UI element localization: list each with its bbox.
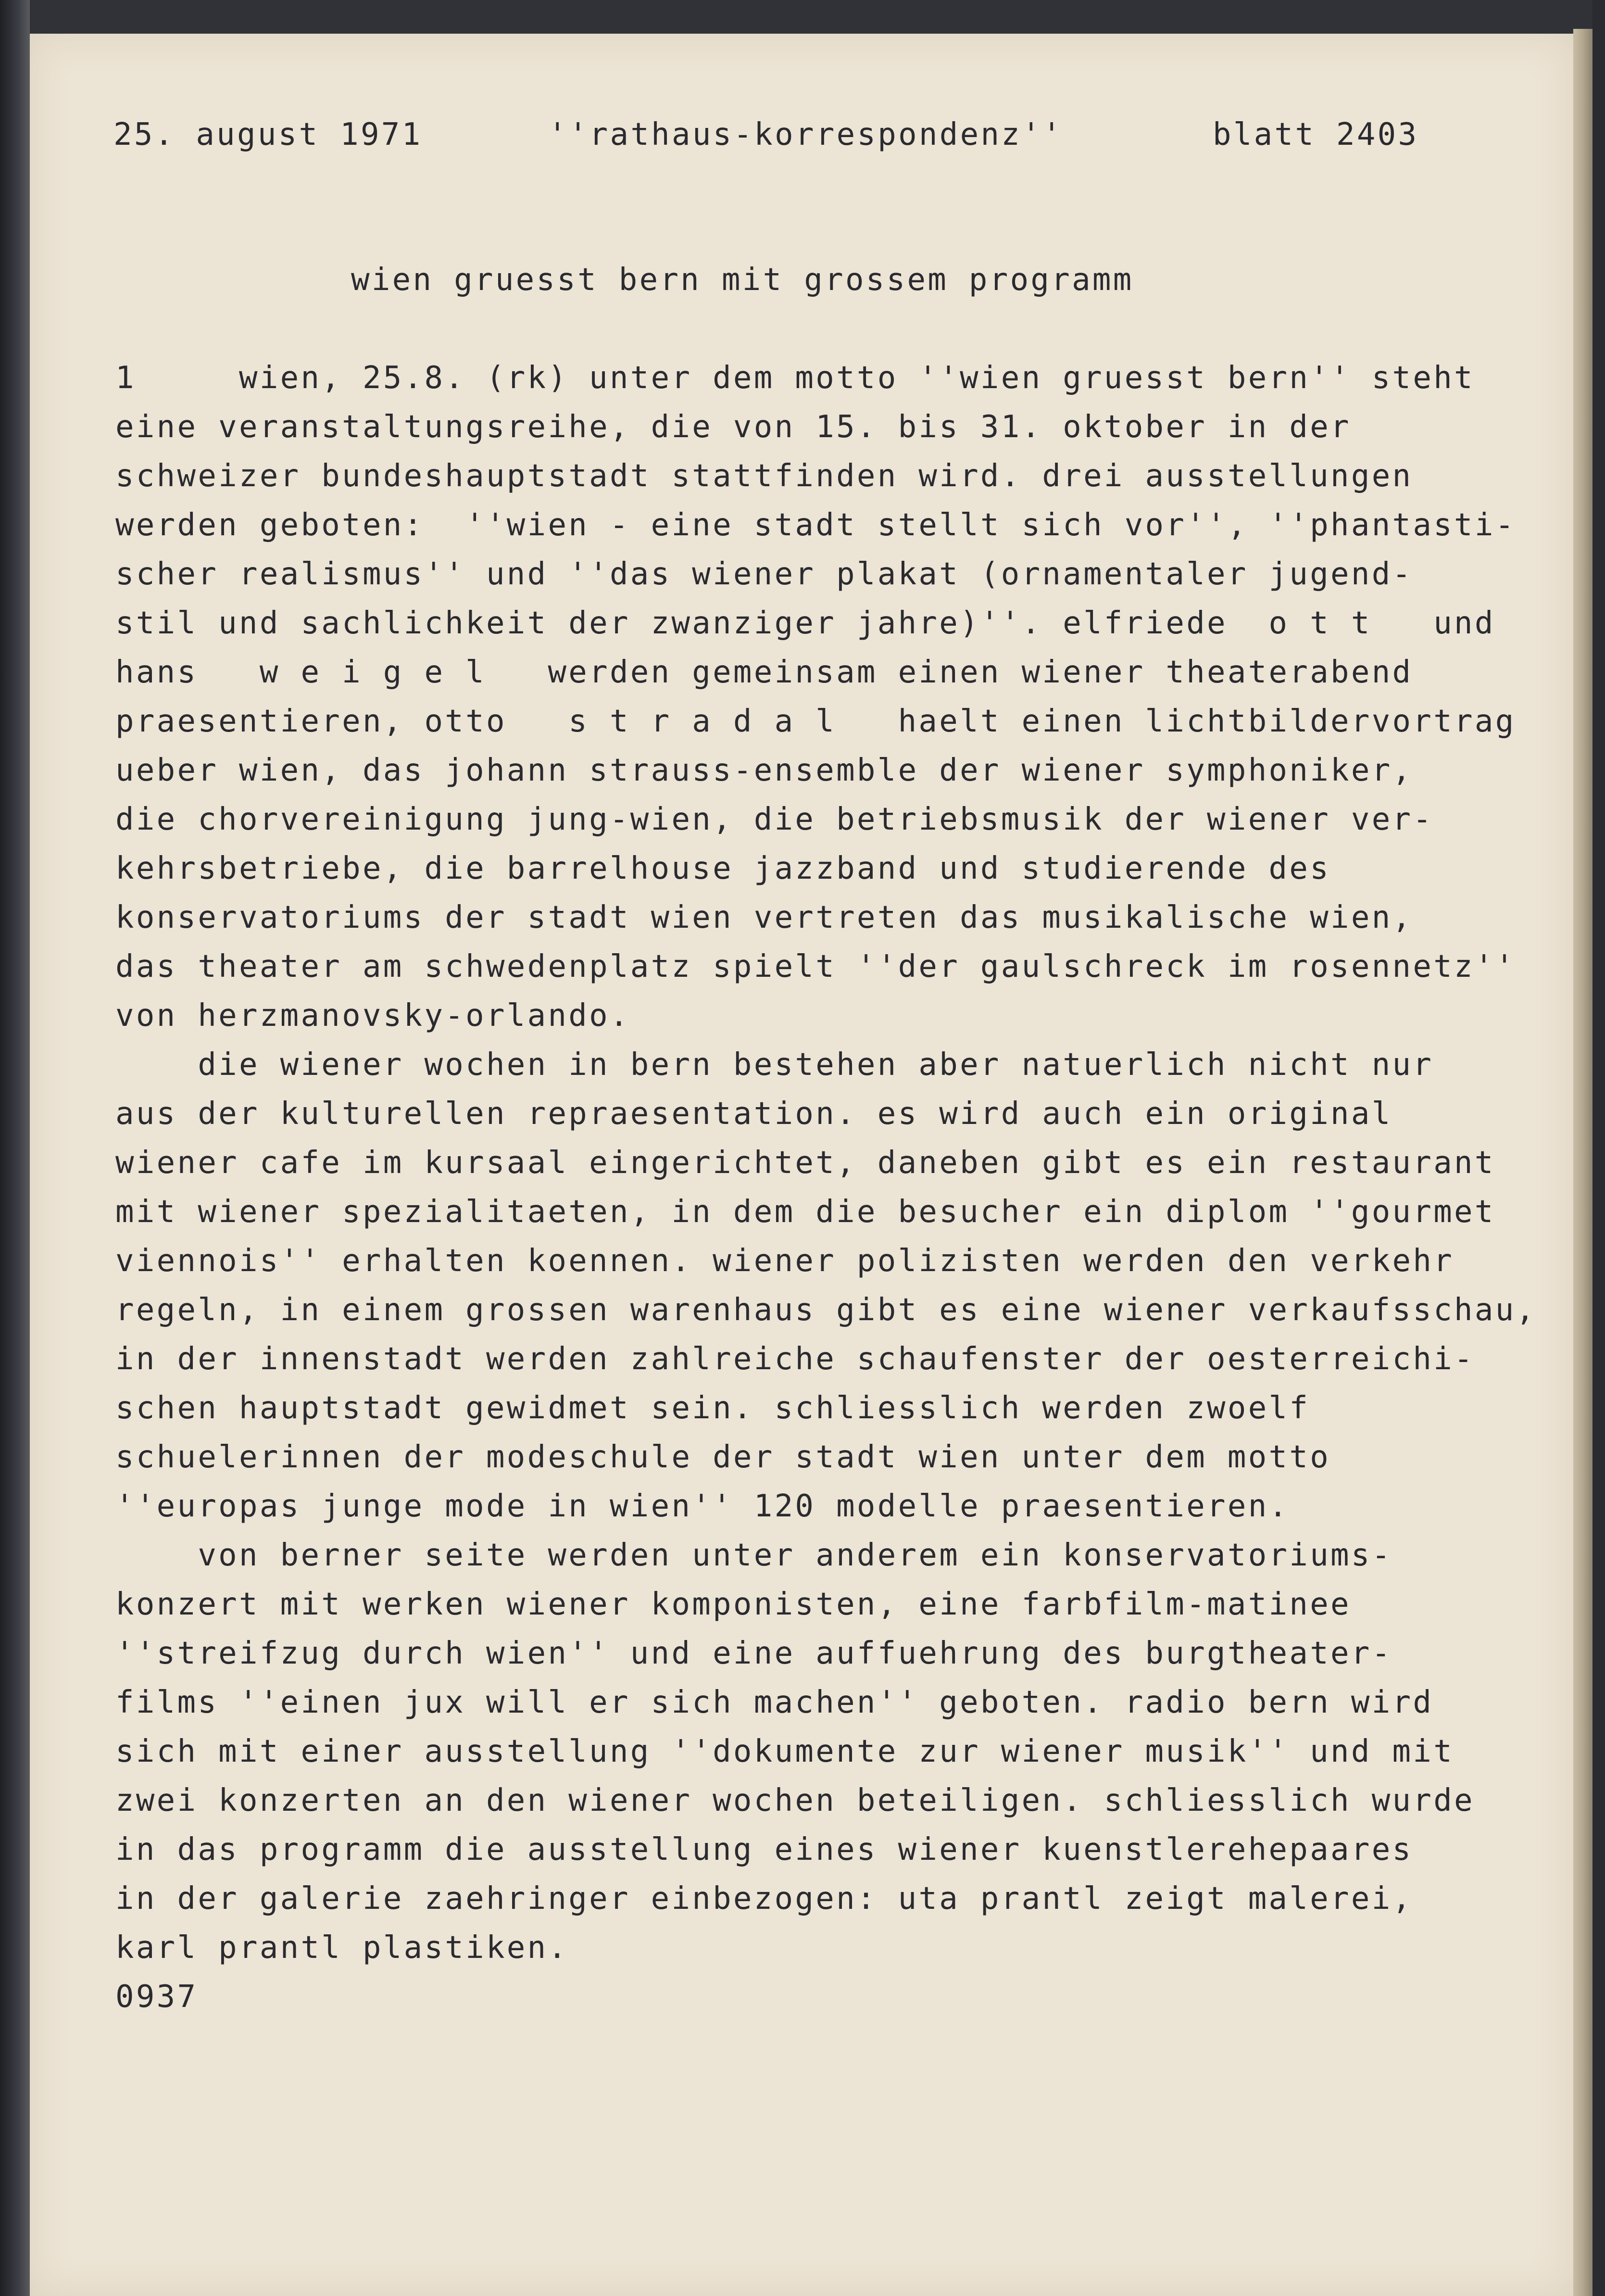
book-binding-edge [0, 0, 30, 2296]
body-line: stil und sachlichkeit der zwanziger jahre)''. elfriede o t t und [115, 606, 1495, 641]
body-line: die chorvereinigung jung-wien, die betriebsmusik der wiener ver- [115, 802, 1434, 837]
body-line: zwei konzerten an den wiener wochen beteiligen. schliesslich wurde [115, 1783, 1475, 1818]
body-line: regeln, in einem grossen warenhaus gibt es eine wiener verkaufsschau, [115, 1292, 1537, 1328]
scan-right-border [1592, 0, 1605, 2296]
body-line: in das programm die ausstellung eines wiener kuenstlerehepaares [115, 1832, 1413, 1867]
body-line: in der innenstadt werden zahlreiche schaufenster der oesterreichi- [115, 1341, 1475, 1377]
headline: wien gruesst bern mit grossem programm [351, 262, 1134, 298]
body-line: schen hauptstadt gewidmet sein. schliesslich werden zwoelf [115, 1390, 1310, 1426]
body-line: schweizer bundeshauptstadt stattfinden wird. drei ausstellungen [115, 458, 1413, 494]
page-stack-edge [1573, 29, 1592, 2296]
body-line: sich mit einer ausstellung ''dokumente zur wiener musik'' und mit [115, 1734, 1455, 1769]
header-publication: ''rathaus-korrespondenz'' [548, 117, 1063, 152]
body-line: kehrsbetriebe, die barrelhouse jazzband und studierende des [115, 851, 1331, 886]
body-line: in der galerie zaehringer einbezogen: uta prantl zeigt malerei, [115, 1881, 1413, 1917]
body-line: 1 wien, 25.8. (rk) unter dem motto ''wien gruesst bern'' steht [115, 360, 1475, 396]
body-line: die wiener wochen in bern bestehen aber natuerlich nicht nur [115, 1047, 1434, 1083]
body-line: von berner seite werden unter anderem ein konservatoriums- [115, 1538, 1392, 1573]
header-date: 25. august 1971 [113, 117, 423, 152]
body-line: ueber wien, das johann strauss-ensemble der wiener symphoniker, [115, 753, 1413, 788]
body-line: von herzmanovsky-orlando. [115, 998, 630, 1034]
body-line: hans w e i g e l werden gemeinsam einen wiener theaterabend [115, 655, 1413, 690]
body-line: ''streifzug durch wien'' und eine auffuehrung des burgtheater- [115, 1636, 1392, 1671]
body-line: konzert mit werken wiener komponisten, eine farbfilm-matinee [115, 1587, 1351, 1622]
body-line: karl prantl plastiken. [115, 1930, 569, 1966]
body-line: mit wiener spezialitaeten, in dem die besucher ein diplom ''gourmet [115, 1194, 1495, 1230]
body-line: scher realismus'' und ''das wiener plakat (ornamentaler jugend- [115, 556, 1413, 592]
body-line: das theater am schwedenplatz spielt ''der gaulschreck im rosennetz'' [115, 949, 1516, 984]
body-line: praesentieren, otto s t r a d a l haelt einen lichtbildervortrag [115, 704, 1516, 739]
body-line: eine veranstaltungsreihe, die von 15. bis 31. oktober in der [115, 409, 1351, 445]
body-line: konservatoriums der stadt wien vertreten das musikalische wien, [115, 900, 1413, 935]
document-code: 0937 [115, 1979, 198, 2015]
body-line: werden geboten: ''wien - eine stadt stellt sich vor'', ''phantasti- [115, 507, 1516, 543]
body-line: aus der kulturellen repraesentation. es wird auch ein original [115, 1096, 1392, 1132]
body-line: schuelerinnen der modeschule der stadt wien unter dem motto [115, 1439, 1331, 1475]
body-line: films ''einen jux will er sich machen'' geboten. radio bern wird [115, 1685, 1434, 1720]
body-line: wiener cafe im kursaal eingerichtet, daneben gibt es ein restaurant [115, 1145, 1495, 1181]
body-line: ''europas junge mode in wien'' 120 modelle praesentieren. [115, 1489, 1290, 1524]
header-sheet-number: blatt 2403 [1213, 117, 1419, 152]
scan-top-border [30, 0, 1592, 34]
body-line: viennois'' erhalten koennen. wiener polizisten werden den verkehr [115, 1243, 1455, 1279]
